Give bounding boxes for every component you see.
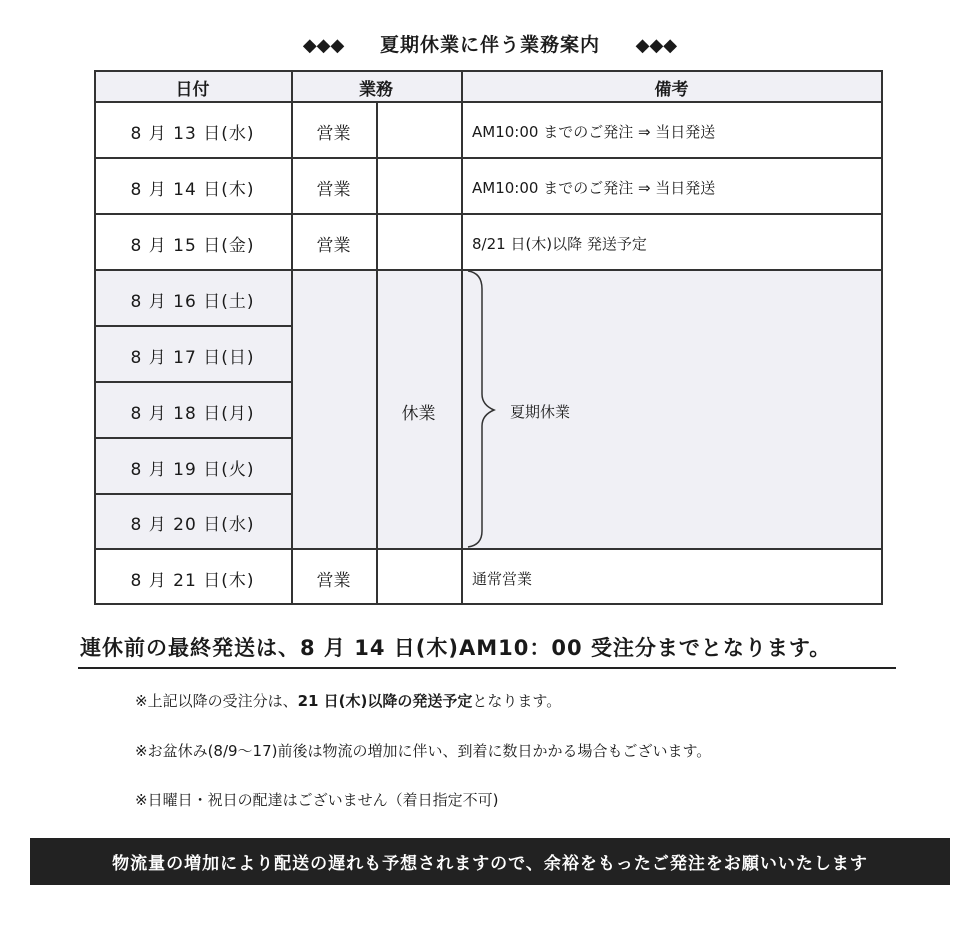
row-note: 通常営業 — [472, 570, 533, 588]
holiday-note: 夏期休業 — [510, 403, 571, 421]
main-notice: 連休前の最終発送は、8 月 14 日(木)AM10：00 受注分までとなります。 — [80, 636, 832, 660]
diamonds-right: ◆◆◆ — [635, 35, 678, 56]
row-business: 営業 — [316, 236, 351, 256]
row-date: 8 月 17 日(日) — [130, 348, 255, 368]
sub-note-bold: 21 日(木)以降の発送予定 — [297, 692, 473, 710]
row-note: AM10:00 までのご発注 ⇒ 当日発送 — [472, 179, 716, 197]
sub-note: ※お盆休み(8/9～17)前後は物流の増加に伴い、到着に数日かかる場合もございます。 — [135, 742, 712, 760]
header-business: 業務 — [359, 80, 393, 100]
row-note: 8/21 日(木)以降 発送予定 — [472, 235, 647, 253]
row-date: 8 月 16 日(土) — [130, 292, 255, 312]
main-notice-underline — [78, 667, 896, 669]
page-title — [0, 30, 980, 57]
row-date: 8 月 20 日(水) — [130, 515, 255, 535]
sub-note-suffix: となります。 — [472, 692, 562, 710]
row-date: 8 月 15 日(金) — [130, 236, 255, 256]
title-text: 夏期休業に伴う業務案内 — [379, 34, 600, 56]
header-notes: 備考 — [654, 80, 689, 100]
curly-brace-icon — [464, 269, 504, 549]
diamonds-left: ◆◆◆ — [302, 35, 345, 56]
row-date: 8 月 18 日(月) — [130, 404, 255, 424]
row-business: 営業 — [316, 124, 351, 144]
holiday-business: 休業 — [401, 404, 436, 424]
row-date: 8 月 19 日(火) — [130, 460, 255, 480]
row-date: 8 月 14 日(木) — [130, 180, 255, 200]
row-business: 営業 — [316, 180, 351, 200]
row-business: 営業 — [316, 571, 351, 591]
sub-note — [135, 690, 561, 711]
header-date: 日付 — [175, 80, 210, 100]
row-date: 8 月 13 日(水) — [130, 124, 255, 144]
bottom-banner: 物流量の増加により配送の遅れも予想されますので、余裕をもったご発注をお願いいたします — [30, 838, 950, 885]
row-date: 8 月 21 日(木) — [130, 571, 255, 591]
row-note: AM10:00 までのご発注 ⇒ 当日発送 — [472, 123, 716, 141]
sub-note: ※日曜日・祝日の配達はございません（着日指定不可) — [135, 791, 499, 809]
sub-note-prefix: ※上記以降の受注分は、 — [135, 692, 298, 710]
schedule-table — [94, 70, 882, 605]
